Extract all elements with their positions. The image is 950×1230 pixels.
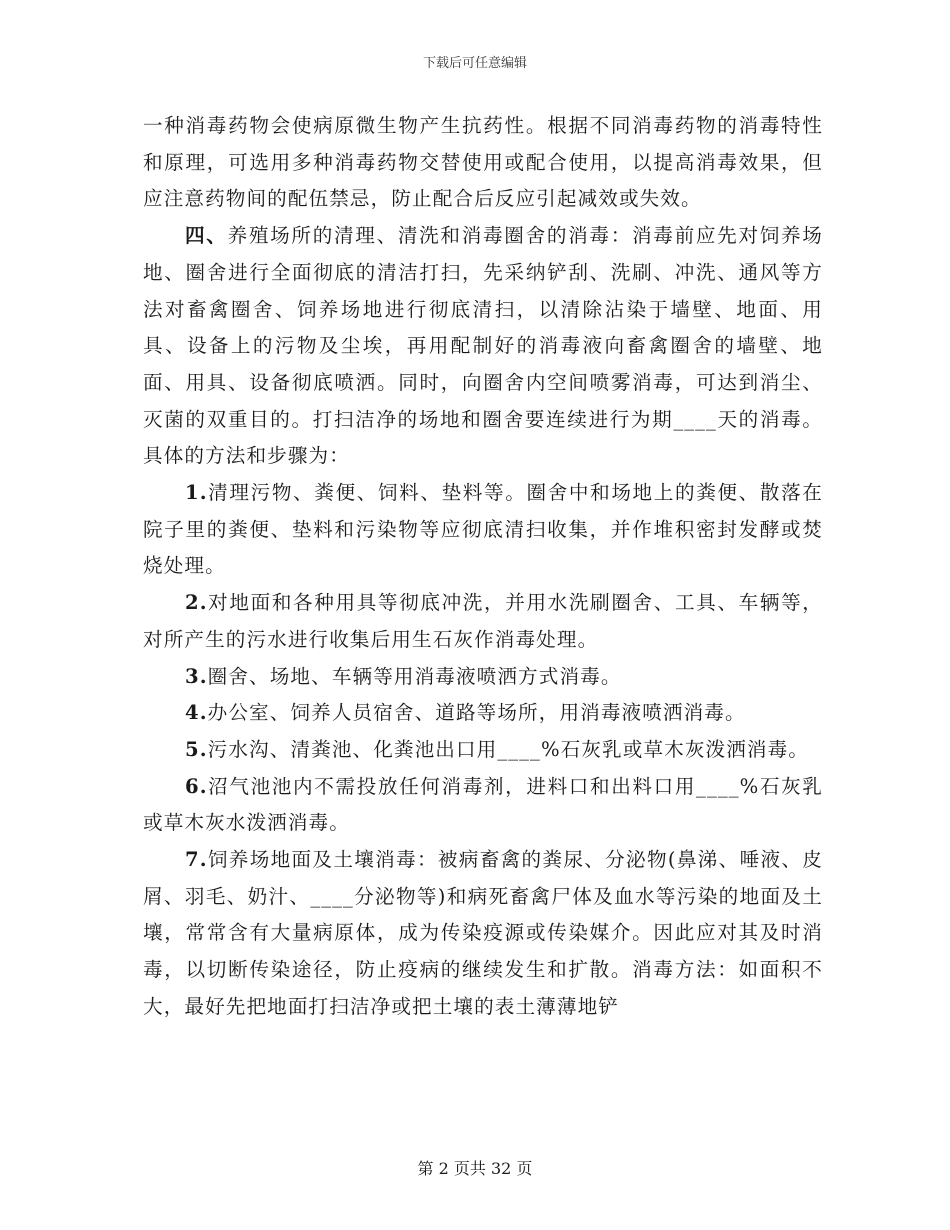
list-number: 3. (185, 664, 208, 688)
list-item-text: 圈舍、场地、车辆等用消毒液喷洒方式消毒。 (207, 664, 622, 688)
paragraph-section-four (143, 218, 823, 475)
list-item-text: 对地面和各种用具等彻底冲洗，并用水洗刷圈舍、工具、车辆等，对所产生的污水进行收集后用生石灰作消毒处理。 (143, 591, 823, 651)
paragraph-continued: 一种消毒药物会使病原微生物产生抗药性。根据不同消毒药物的消毒特性和原理，可选用多种消毒药物交替使用或配合使用，以提高消毒效果，但应注意药物间的配伍禁忌，防止配合后反应引起减效或失效。 (143, 114, 823, 211)
list-item-6 (143, 769, 823, 842)
list-item-7 (143, 842, 823, 1026)
list-number: 6. (185, 774, 208, 798)
list-item-5 (143, 732, 823, 769)
list-number: 4. (185, 701, 208, 725)
list-item-text: 办公室、饲养人员宿舍、道路等场所，用消毒液喷洒消毒。 (207, 701, 746, 725)
document-body (143, 108, 823, 1026)
list-number: 1. (185, 481, 208, 505)
paragraph-text: 养殖场所的清理、清洗和消毒圈舍的消毒：消毒前应先对饲养场地、圈舍进行全面彻底的清洁打扫，先采纳铲刮、洗刷、冲洗、通风等方法对畜禽圈舍、饲养场地进行彻底清扫，以清除沾染于墙壁、地面、用具、设备上的污物及尘埃，再用配制好的消毒液向畜禽圈舍的墙壁、地面、用具、设备彻底喷洒。同时，向圈舍内空间喷雾消毒，可达到消尘、灭菌的双重目的。打扫洁净的场地和圈舍要连续进行为期____天的消毒。具体的方法和步骤为： (143, 224, 823, 468)
list-item-2 (143, 585, 823, 658)
list-number: 2. (185, 591, 208, 615)
list-item-text: 沼气池池内不需投放任何消毒剂，进料口和出料口用____%石灰乳或草木灰水泼洒消毒。 (143, 774, 823, 835)
list-item-text: 污水沟、清粪池、化粪池出口用____%石灰乳或草木灰泼洒消毒。 (207, 737, 809, 761)
list-item-text: 饲养场地面及土壤消毒：被病畜禽的粪尿、分泌物(鼻涕、唾液、皮屑、羽毛、奶汁、____分泌物等)和病死畜禽尸体及血水等污染的地面及土壤，常常含有大量病原体，成为传染疫源或传染媒介。因此应对其及时消毒，以切断传染途径，防止疫病的继续发生和扩散。消毒方法：如面积不大，最好先把地面打扫洁净或把土壤的表土薄薄地铲 (143, 848, 823, 1018)
list-item-1 (143, 475, 823, 585)
list-item-text: 清理污物、粪便、饲料、垫料等。圈舍中和场地上的粪便、散落在院子里的粪便、垫料和污染物等应彻底清扫收集，并作堆积密封发酵或焚烧处理。 (143, 481, 823, 578)
list-item-4 (143, 695, 823, 732)
list-item-3 (143, 659, 823, 696)
page-header: 下载后可任意编辑 (422, 56, 527, 71)
page-footer: 第 2 页共 32 页 (417, 1159, 533, 1178)
list-number: 5. (185, 737, 208, 761)
section-number: 四、 (185, 224, 228, 248)
list-number: 7. (185, 848, 208, 872)
